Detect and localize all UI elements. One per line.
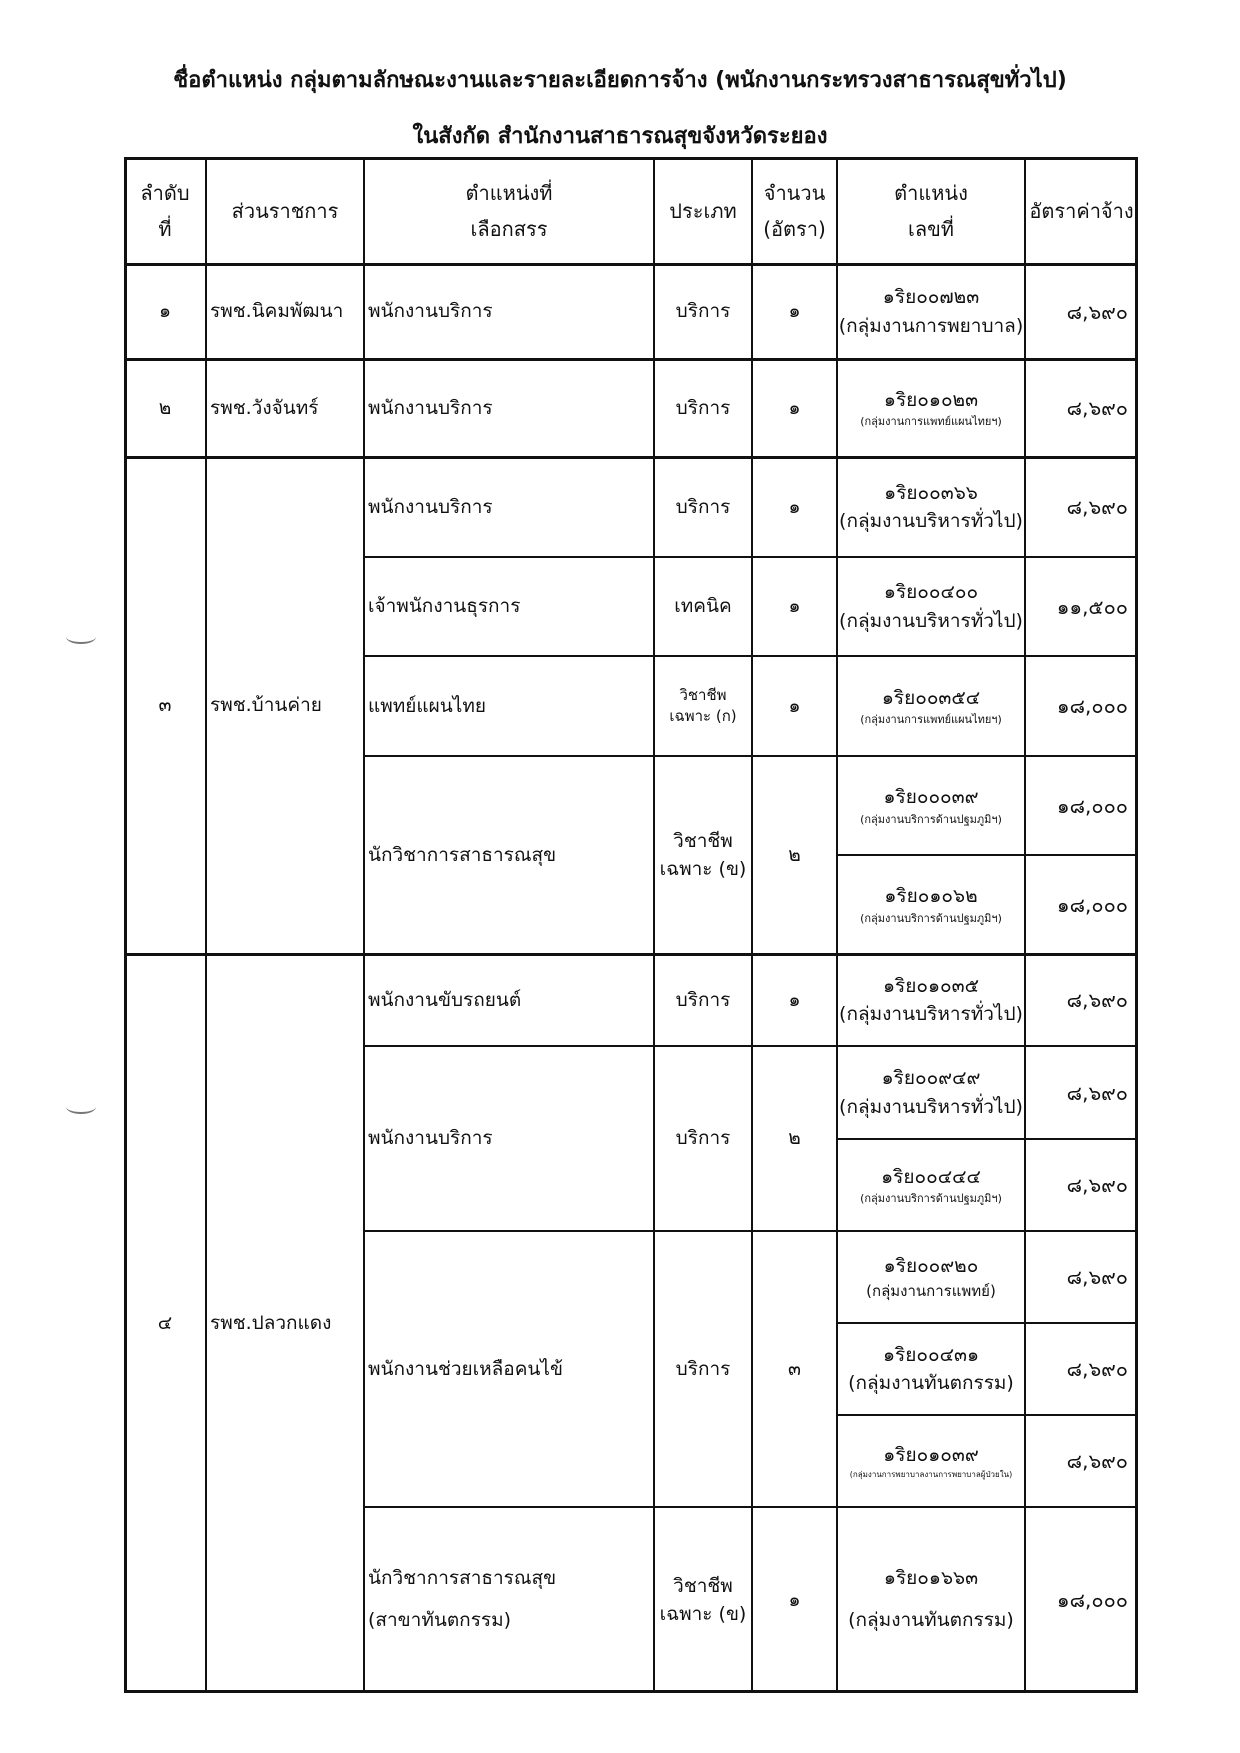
slot-1-code: ๑ริย๐๐๗๒๓ [882,286,980,308]
header-unit-label: ส่วนราชการ [231,198,339,223]
position-10-name [364,1507,654,1693]
position-7-name [364,954,654,1046]
slot-8-code: ๑ริย๐๑๐๓๕ [882,974,980,997]
slot-9-dept: (กลุ่มงานบริหารทั่วไป) [839,1095,1023,1118]
slot-12-number [837,1323,1025,1415]
slot-2-number [837,359,1025,457]
position-9-type [654,1231,752,1507]
document-title: ชื่อตำแหน่ง กลุ่มตามลักษณะงานและรายละเอียดการจ้าง (พนักงานกระทรวงสาธารณสุขทั่วไป) [173,68,1067,93]
position-4-name [364,557,654,656]
position-8-name [364,1046,654,1231]
slot-1-number [837,264,1025,359]
slot-10-number [837,1139,1025,1231]
position-1-count: ๑ [788,300,801,323]
slot-3-number [837,457,1025,557]
column-divider [836,157,838,1693]
position-2-name [364,359,654,457]
slot-6-code: ๑ริย๐๐๐๓๙ [883,786,979,808]
position-1-type-line1: บริการ [675,300,731,323]
group-divider [124,456,1138,459]
header-count-line1: จำนวน [763,180,826,205]
slot-9-number [837,1046,1025,1139]
position-5-type-line1: วิชาชีพ [679,686,727,704]
slot-13-rate: ๘,๖๙๐ [1066,1449,1128,1473]
slot-divider [837,854,1138,856]
row-divider [364,1230,1138,1232]
slot-13-code: ๑ริย๐๑๐๓๙ [883,1443,979,1466]
header-order [124,157,206,264]
position-3-type-line1: บริการ [675,495,731,518]
header-order-line1: ลำดับ [140,180,190,205]
position-2-type [654,359,752,457]
slot-5-code: ๑ริย๐๐๓๕๔ [881,686,981,709]
position-9-name-line1: พนักงานช่วยเหลือคนไข้ [368,1357,563,1380]
slot-6-rate: ๑๘,๐๐๐ [1056,793,1128,818]
position-9-count: ๓ [788,1357,801,1380]
slot-10-code: ๑ริย๐๐๔๔๔ [881,1165,981,1188]
slot-3-code: ๑ริย๐๐๓๖๖ [884,481,978,504]
position-3-name-line1: พนักงานบริการ [368,495,493,518]
header-position-line1: ตำแหน่งที่ [465,180,553,205]
position-5-count: ๑ [788,694,801,717]
slot-4-rate: ๑๑,๕๐๐ [1056,594,1128,619]
group-2-order: ๒ [158,396,172,419]
group-divider [124,953,1138,956]
positions-table [124,157,1138,1693]
slot-9-rate: ๘,๖๙๐ [1066,1080,1128,1105]
slot-7-dept: (กลุ่มงานบริการด้านปฐมภูมิฯ) [860,911,1002,925]
row-divider [364,1506,1138,1508]
position-10-name-line2: (สาขาทันตกรรม) [368,1609,512,1631]
slot-5-dept: (กลุ่มงานการแพทย์แผนไทยฯ) [860,713,1002,726]
column-divider [1024,157,1026,1693]
header-position-no-line2: เลขที่ [908,216,954,241]
header-position-no [837,157,1025,264]
position-1-type [654,264,752,359]
position-4-name-line1: เจ้าพนักงานธุรการ [368,595,521,618]
slot-5-number [837,656,1025,756]
slot-4-number [837,557,1025,656]
position-5-type [654,656,752,756]
group-divider [124,263,1138,266]
slot-1-rate: ๘,๖๙๐ [1066,299,1128,324]
slot-7-rate: ๑๘,๐๐๐ [1056,892,1128,917]
slot-10-rate: ๘,๖๙๐ [1066,1173,1128,1197]
slot-12-dept: (กลุ่มงานทันตกรรม) [848,1372,1014,1394]
position-3-name [364,457,654,557]
position-6-count: ๒ [788,843,801,866]
row-divider [364,556,1138,558]
slot-7-code: ๑ริย๐๑๐๖๒ [884,885,978,907]
slot-2-rate: ๘,๖๙๐ [1066,396,1128,420]
header-position-line2: เลือกสรร [470,216,548,241]
group-1-order: ๑ [158,300,172,323]
header-type [654,157,752,264]
position-10-count: ๑ [788,1588,801,1611]
slot-5-rate: ๑๘,๐๐๐ [1056,694,1128,718]
group-divider [124,358,1138,361]
slot-9-code: ๑ริย๐๐๙๔๙ [881,1067,981,1089]
position-8-type-line1: บริการ [675,1127,731,1150]
slot-11-dept: (กลุ่มงานการแพทย์) [866,1281,996,1300]
position-5-name [364,656,654,756]
position-7-name-line1: พนักงานขับรถยนต์ [368,988,522,1011]
header-position-no-line1: ตำแหน่ง [894,180,968,205]
slot-divider [837,1138,1138,1140]
position-8-count: ๒ [788,1127,801,1150]
slot-6-dept: (กลุ่มงานบริการด้านปฐมภูมิฯ) [860,812,1002,826]
position-10-type-line1: วิชาชีพ [673,1574,733,1597]
slot-3-rate: ๘,๖๙๐ [1066,495,1128,519]
group-3-unit: รพช.บ้านค่าย [210,694,322,717]
slot-divider [837,1414,1138,1416]
slot-3-dept: (กลุ่มงานบริหารทั่วไป) [839,510,1023,532]
position-6-name [364,756,654,954]
position-1-name-line1: พนักงานบริการ [368,300,493,323]
position-6-type [654,756,752,954]
position-10-name-line1: นักวิชาการสาธารณสุข [368,1567,557,1590]
position-5-name-line1: แพทย์แผนไทย [368,694,487,717]
column-divider [751,157,753,1693]
group-4-order: ๔ [157,1312,173,1335]
group-4-unit: รพช.ปลวกแดง [210,1312,332,1335]
column-divider [205,157,207,1693]
position-4-count: ๑ [788,595,801,618]
position-3-count: ๑ [788,495,801,518]
slot-12-rate: ๘,๖๙๐ [1066,1357,1128,1381]
punch-hole-mark-top [66,630,96,644]
slot-11-rate: ๘,๖๙๐ [1066,1265,1128,1289]
position-3-type [654,457,752,557]
position-10-type [654,1507,752,1693]
position-6-name-line1: นักวิชาการสาธารณสุข [368,843,557,866]
position-4-type [654,557,752,656]
header-count [752,157,837,264]
position-1-name [364,264,654,359]
position-5-type-line2: เฉพาะ (ก) [669,707,737,725]
slot-8-rate: ๘,๖๙๐ [1066,988,1128,1012]
position-6-type-line1: วิชาชีพ [673,829,733,852]
slot-6-number [837,756,1025,855]
slot-4-dept: (กลุ่มงานบริหารทั่วไป) [839,609,1023,632]
header-order-line2: ที่ [158,216,172,241]
position-10-type-line2: เฉพาะ (ข) [659,1603,747,1625]
slot-13-dept: (กลุ่มงานการพยาบาลงานการพยาบาลผู้ป่วยใน) [849,1470,1013,1480]
position-6-type-line2: เฉพาะ (ข) [659,858,747,880]
slot-11-number [837,1231,1025,1323]
slot-13-number [837,1415,1025,1507]
header-rate-label: อัตราค่าจ้าง [1029,198,1134,223]
header-position [364,157,654,264]
slot-divider [837,1322,1138,1324]
slot-2-code: ๑ริย๐๑๐๒๓ [883,388,979,411]
header-unit [206,157,364,264]
slot-14-rate: ๑๘,๐๐๐ [1056,1588,1128,1612]
document-subtitle: ในสังกัด สำนักงานสาธารณสุขจังหวัดระยอง [412,124,828,149]
group-1-unit: รพช.นิคมพัฒนา [210,300,344,323]
header-count-line2: (อัตรา) [763,216,826,241]
header-rate [1025,157,1138,264]
slot-14-number [837,1507,1025,1693]
punch-hole-mark-bottom [66,1100,96,1114]
position-4-type-line1: เทคนิค [674,595,732,618]
row-divider [364,1045,1138,1047]
slot-7-number [837,855,1025,954]
slot-4-code: ๑ริย๐๐๔๐๐ [883,581,979,603]
position-7-type [654,954,752,1046]
position-7-type-line1: บริการ [675,988,731,1011]
position-2-type-line1: บริการ [675,396,731,419]
row-divider [364,755,1138,757]
header-type-label: ประเภท [669,198,737,223]
position-8-name-line1: พนักงานบริการ [368,1127,493,1150]
slot-14-code: ๑ริย๐๑๖๖๓ [883,1567,979,1590]
slot-1-dept: (กลุ่มงานการพยาบาล) [838,314,1024,337]
column-divider [653,157,655,1693]
column-divider [363,157,365,1693]
slot-14-dept: (กลุ่มงานทันตกรรม) [848,1609,1014,1631]
slot-2-dept: (กลุ่มงานการแพทย์แผนไทยฯ) [860,415,1002,428]
position-9-name [364,1231,654,1507]
position-2-name-line1: พนักงานบริการ [368,396,493,419]
group-3-order: ๓ [158,694,172,717]
row-divider [364,655,1138,657]
position-8-type [654,1046,752,1231]
slot-10-dept: (กลุ่มงานบริการด้านปฐมภูมิฯ) [860,1192,1002,1205]
position-7-count: ๑ [788,988,801,1011]
slot-12-code: ๑ริย๐๐๔๓๑ [882,1343,980,1366]
position-9-type-line1: บริการ [675,1357,731,1380]
slot-8-dept: (กลุ่มงานบริหารทั่วไป) [839,1003,1023,1025]
group-2-unit: รพช.วังจันทร์ [210,396,319,419]
slot-11-code: ๑ริย๐๐๙๒๐ [883,1255,979,1278]
position-2-count: ๑ [788,396,801,419]
slot-8-number [837,954,1025,1046]
